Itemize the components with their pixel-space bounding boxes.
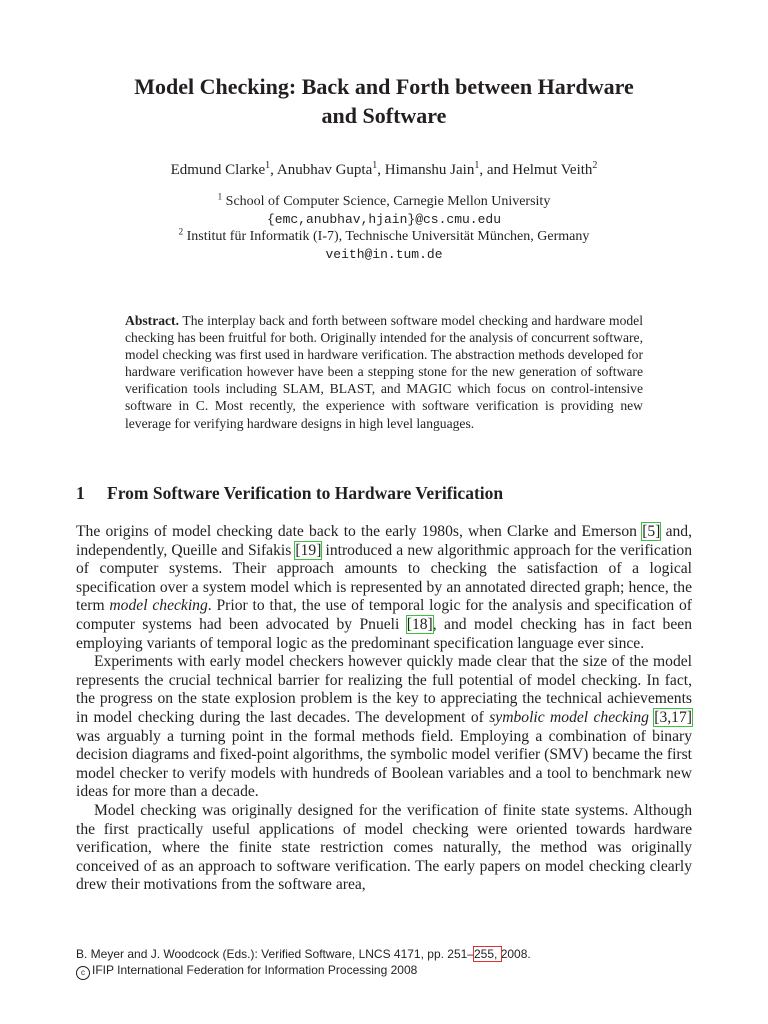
text-run: Experiments with early model checkers however quickly made clear that the size of the model represents the crucial technical barrier for realizing the full potential of model checking. In fact, the progress on the state explosion problem is the key to appreciating the technical achievements in model checking during the last decades. The development of [76, 653, 692, 726]
affiliation-1-email[interactable]: {emc,anubhav,hjain}@cs.cmu.edu [266, 211, 502, 227]
section-number: 1 [76, 483, 85, 503]
text-run: was arguably a turning point in the formal methods field. Employing a combination of binary decision diagrams and fixed-point algorithms, the symbolic model verifier (SMV) became the first model checker to verify models with hundreds of Boolean variables and a tool to benchmark new ideas for more than a decade. [76, 727, 692, 801]
author-name: Himanshu Jain [384, 162, 475, 178]
text-run: The origins of model checking date back to the early 1980s, when Clarke and Emerson [76, 523, 643, 540]
abstract-text: The interplay back and forth between software model checking and hardware model checking has been fruitful for both. Originally intended for the analysis of concurrent software, model checking was first used in hardware verification. The abstraction methods developed for hardware verification however have been a stepping stone for the new generation of software verification tools including SLAM, BLAST, and MAGIC which focus on control-intensive software in C. Most recently, the experience with software verification is providing new leverage for verifying hardware designs in high level languages. [125, 313, 643, 431]
author-separator: , [377, 162, 385, 178]
affiliation-name: Institut für Informatik (I-7), Technische Universität München, Germany [186, 229, 590, 244]
author-separator: , [270, 162, 277, 178]
citation-link[interactable]: [5] [642, 523, 661, 540]
paragraph-1 [76, 523, 692, 653]
copyright-icon: c [76, 966, 90, 980]
abstract-label: Abstract. [125, 313, 179, 328]
affiliation-mark: 2 [178, 226, 184, 237]
title-line-1: Model Checking: Back and Forth between Hardware [134, 74, 634, 99]
text-run: 2008. [500, 947, 531, 961]
affiliation-2-email[interactable]: veith@in.tum.de [325, 246, 443, 262]
affiliation-2 [76, 228, 692, 246]
emphasized-term: model checking [109, 597, 208, 615]
text-run: Model checking was originally designed for the verification of finite state systems. Although the first practically useful applications of model checking were oriented towards hardware verification, where the finite state restriction comes naturally, the method was originally conceived of as an approach to software verification. The early papers on model checking clearly drew their motivations from the software area, [76, 801, 692, 894]
author-name: Edmund Clarke [170, 162, 266, 178]
footer-line-1 [76, 946, 692, 962]
citation-link[interactable]: [19] [295, 541, 322, 559]
page-range-link[interactable]: 255, [473, 947, 501, 961]
author-name: Helmut Veith [512, 162, 593, 178]
section-heading [76, 482, 692, 504]
copyright-text: IFIP International Federation for Information Processing 2008 [92, 963, 418, 977]
footer-line-2 [76, 962, 692, 980]
text-run: introduced a new algorithmic approach for the verification of computer systems. Their approach amounts to checking the satisfaction of a logical specification over a system model which is represented by an annotated directed graph; hence, the term [76, 541, 692, 615]
author-affiliation-mark: 1 [474, 160, 480, 171]
title-line-2: and Software [321, 103, 447, 128]
footer-citation [76, 946, 692, 980]
citation-link[interactable]: [18] [406, 615, 433, 633]
author-name: Anubhav Gupta [276, 162, 373, 178]
text-run: B. Meyer and J. Woodcock (Eds.): Verified Software, LNCS 4171, pp. 251– [76, 947, 474, 961]
emphasized-term: symbolic model checking [489, 708, 649, 726]
text-run: . Prior to that, the use of temporal logic for the analysis and specification of computer systems had been advocated by Pnueli [76, 597, 692, 633]
citation-link[interactable]: [3,17] [654, 708, 692, 726]
paragraph-2 [76, 653, 692, 802]
affiliations [76, 193, 692, 263]
paragraph-3 [76, 802, 692, 895]
text-run: and, independently, Queille and Sifakis [76, 523, 693, 559]
author-list [76, 160, 692, 180]
affiliation-name: School of Computer Science, Carnegie Mellon University [225, 194, 551, 209]
author-affiliation-mark: 1 [372, 160, 378, 171]
author-separator: , and [479, 162, 513, 178]
affiliation-1 [76, 193, 692, 211]
paper-title [76, 72, 692, 130]
abstract [125, 312, 643, 432]
author-affiliation-mark: 2 [592, 160, 598, 171]
text-run: , and model checking has in fact been employing variants of temporal logic as the predominant specification language ever since. [76, 615, 692, 652]
affiliation-mark: 1 [217, 191, 223, 202]
author-affiliation-mark: 1 [265, 160, 271, 171]
body-text [76, 523, 692, 895]
section-title: From Software Verification to Hardware Verification [107, 483, 504, 503]
